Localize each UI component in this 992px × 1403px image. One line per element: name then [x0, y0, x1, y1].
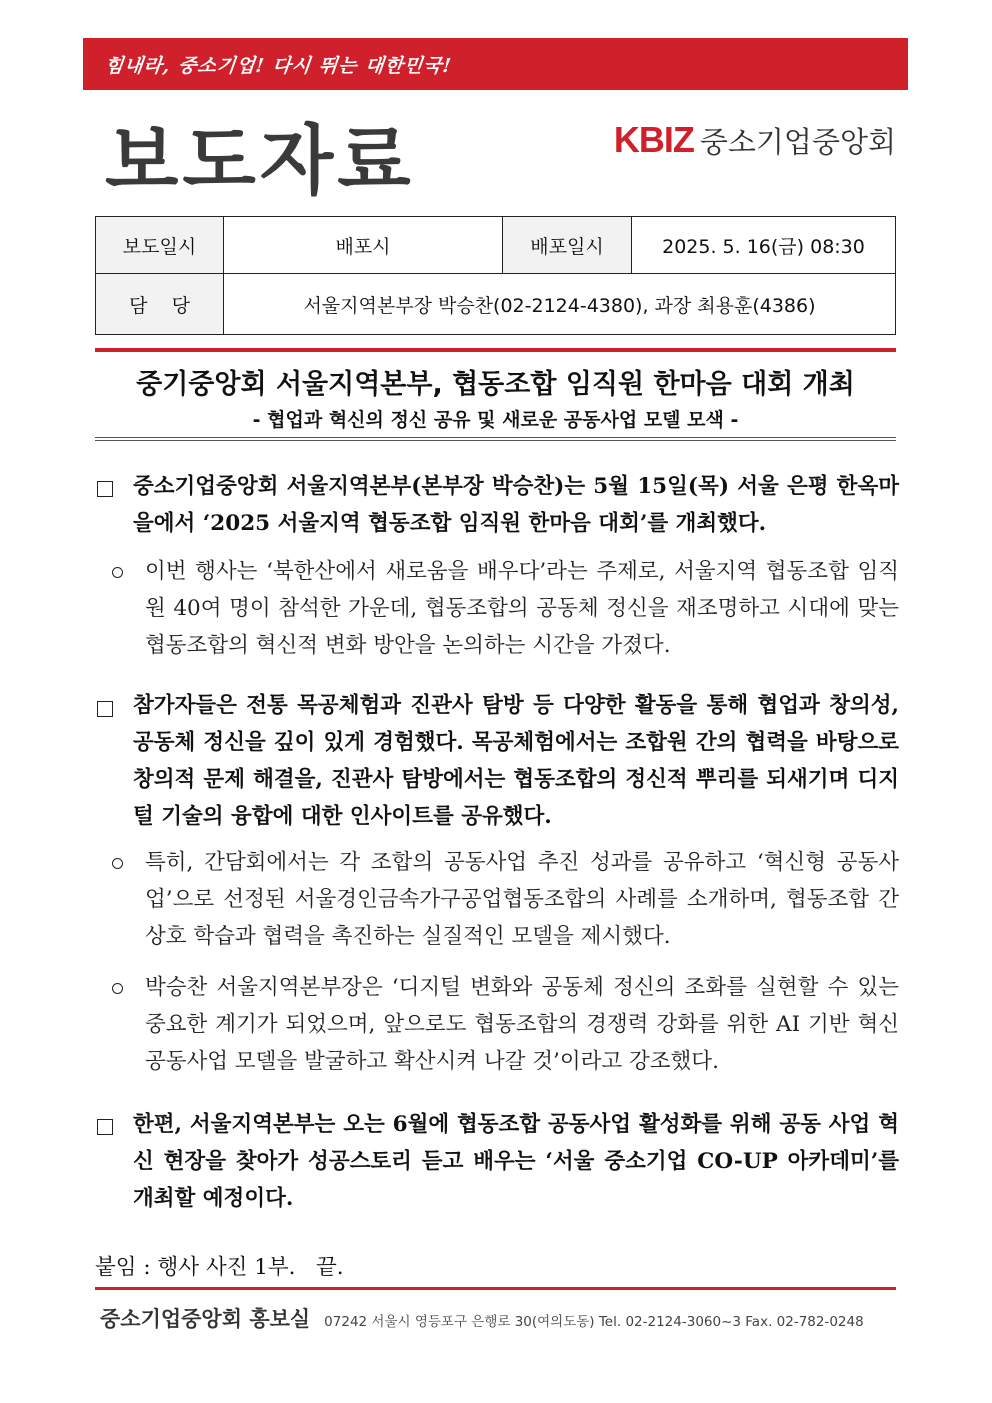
footer-org: 중소기업중앙회 홍보실: [100, 1307, 311, 1331]
banner-slogan: 힘내라, 중소기업! 다시 뛰는 대한민국!: [103, 55, 454, 77]
circle-bullet-icon: [112, 858, 123, 869]
paragraph-3: 참가자들은 전통 목공체험과 진관사 탐방 등 다양한 활동을 통해 협업과 창의성, 공동체 정신을 깊이 있게 경험했다. 목공체험에서는 조합원 간의 협력을 바탕으로 창의적 문제 해결을, 진관사 탐방에서는 협동조합의 정신적 뿌리를 되새기며 디지털 기술의 융합에 대한 인사이트를 공유했다.: [133, 693, 899, 829]
label-report-date: 보도일시: [96, 217, 224, 274]
paragraph-4: 특히, 간담회에서는 각 조합의 공동사업 추진 성과를 공유하고 ‘혁신형 공동사업’으로 선정된 서울경인금속가구공업협동조합의 사례를 소개하며, 협동조합 간 상호 학습과 협력을 촉진하는 실질적인 모델을 제시했다.: [145, 850, 899, 949]
paragraph-5: 박승찬 서울지역본부장은 ‘디지털 변화와 공동체 정신의 조화를 실현할 수 있는 중요한 계기가 되었으며, 앞으로도 협동조합의 경쟁력 강화를 위한 AI 기반 혁신 공동사업 모델을 발굴하고 확산시켜 나갈 것’이라고 강조했다.: [145, 975, 899, 1074]
report-date: 배포시: [224, 217, 503, 274]
contact-info: 서울지역본부장 박승찬(02-2124-4380), 과장 최용훈(4386): [224, 274, 896, 335]
footer-rule: [95, 1287, 896, 1290]
circle-bullet-icon: [112, 983, 123, 994]
kbiz-logo: [614, 120, 896, 160]
document-type-title: 보도자료: [105, 116, 415, 205]
subheadline: - 협업과 혁신의 정신 공유 및 새로운 공동사업 모델 모색 -: [252, 409, 739, 431]
release-info-table: [95, 216, 896, 335]
logo-org-name: 중소기업중앙회: [699, 124, 896, 159]
attachment-note: 붙임 : 행사 사진 1부. 끝.: [95, 1255, 344, 1280]
paragraph-6: 한편, 서울지역본부는 오는 6월에 협동조합 공동사업 활성화를 위해 공동 사업 혁신 현장을 찾아가 성공스토리 듣고 배우는 ‘서울 중소기업 CO-UP 아카데미’를 개최할 예정이다.: [133, 1112, 899, 1211]
headline-top-rule: [95, 348, 896, 352]
headline-bottom-rule: [95, 437, 896, 438]
paragraph-1: 중소기업중앙회 서울지역본부(본부장 박승찬)는 5월 15일(목) 서울 은평 한옥마을에서 ‘2025 서울지역 협동조합 임직원 한마음 대회’를 개최했다.: [133, 474, 899, 536]
square-bullet-icon: [97, 1119, 113, 1135]
square-bullet-icon: [97, 701, 113, 717]
circle-bullet-icon: [112, 567, 123, 578]
paragraph-2: 이번 행사는 ‘북한산에서 새로움을 배우다’라는 주제로, 서울지역 협동조합 임직원 40여 명이 참석한 가운데, 협동조합의 공동체 정신을 재조명하고 시대에 맞는 협동조합의 혁신적 변화 방안을 논의하는 시간을 가졌다.: [145, 559, 899, 658]
label-contact: 담 당: [96, 274, 224, 335]
logo-mark: KBIZ: [613, 119, 694, 160]
footer: [100, 1303, 864, 1333]
release-date: 2025. 5. 16(금) 08:30: [632, 217, 896, 274]
label-release-date: 배포일시: [503, 217, 632, 274]
footer-address: 07242 서울시 영등포구 은행로 30(여의도동) Tel. 02-2124-3060~3 Fax. 02-782-0248: [324, 1314, 864, 1330]
top-banner: [83, 38, 908, 90]
square-bullet-icon: [97, 481, 113, 497]
headline: 중기중앙회 서울지역본부, 협동조합 임직원 한마음 대회 개최: [136, 369, 855, 400]
headline-bottom-rule-2: [95, 440, 896, 441]
